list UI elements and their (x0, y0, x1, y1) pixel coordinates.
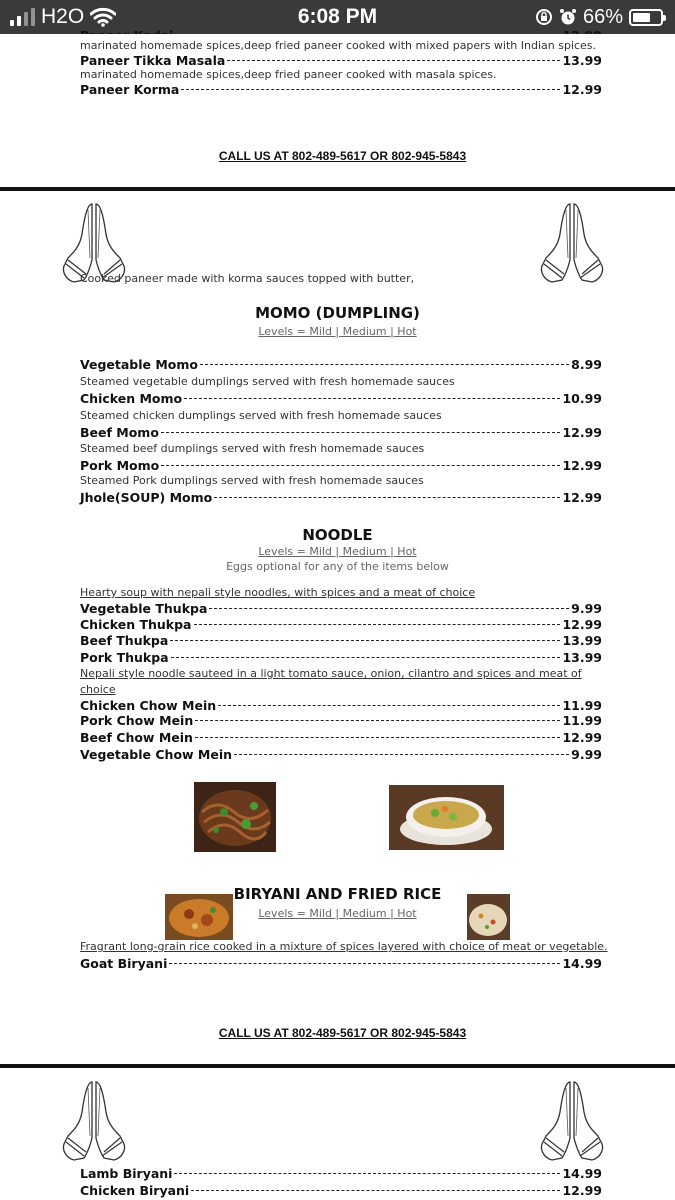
item-price: 13.99 (562, 649, 602, 665)
item-name: Paneer Tikka Masala (80, 52, 226, 68)
namaste-hands-icon (538, 1078, 606, 1168)
item-name: Beef Momo (80, 424, 159, 440)
orientation-lock-icon (535, 8, 553, 26)
menu-item-vegetable-chow-mein (80, 746, 602, 762)
status-time: 6:08 PM (297, 5, 378, 28)
item-name: Pork Momo (80, 457, 160, 473)
item-price: 9.99 (571, 600, 602, 616)
item-price: 13.99 (562, 632, 602, 648)
namaste-hands-icon (538, 200, 606, 290)
item-price: 13.99 (562, 52, 602, 68)
battery-percent: 66% (582, 5, 623, 28)
page-divider (0, 1064, 675, 1068)
item-name: Paneer Korma (80, 81, 180, 97)
item-description: Steamed chicken dumplings served with fresh homemade sauces (80, 409, 442, 422)
chow-mein-description-cont: choice (80, 683, 116, 696)
menu-item-pork-momo (80, 457, 602, 473)
menu-item-chicken-chow-mein (80, 697, 602, 713)
item-price: 9.99 (571, 746, 602, 762)
item-description: Cooked paneer made with korma sauces topped with butter, (80, 272, 415, 285)
menu-item-vegetable-thukpa (80, 600, 602, 616)
item-price: 12.99 (562, 489, 602, 505)
item-description: Steamed beef dumplings served with fresh homemade sauces (80, 442, 425, 455)
eggs-note: Eggs optional for any of the items below (226, 560, 449, 573)
item-name: Chicken Momo (80, 390, 183, 406)
status-right (535, 5, 663, 29)
item-price: 12.99 (562, 424, 602, 440)
spice-levels: Levels = Mild | Medium | Hot (258, 325, 417, 338)
section-title-momo: MOMO (DUMPLING) (255, 304, 420, 322)
thukpa-description: Hearty soup with nepali style noodles, with spices and a meat of choice (80, 586, 476, 599)
item-name: Vegetable Chow Mein (80, 746, 233, 762)
item-name: Chicken Thukpa (80, 616, 192, 632)
biryani-photo (165, 894, 233, 940)
menu-item-goat-biryani (80, 955, 602, 971)
item-name: Lamb Biryani (80, 1165, 173, 1181)
menu-item-chicken-momo (80, 390, 602, 406)
menu-item-beef-chow-mein (80, 729, 602, 745)
item-price: 12.99 (562, 729, 602, 745)
menu-item-vegetable-momo (80, 356, 602, 372)
alarm-icon (559, 8, 577, 26)
menu-item-chicken-thukpa (80, 616, 602, 632)
section-title-biryani: BIRYANI AND FRIED RICE (233, 885, 442, 903)
menu-item-beef-thukpa (80, 632, 602, 648)
item-description: Steamed vegetable dumplings served with fresh homemade sauces (80, 375, 455, 388)
spice-levels: Levels = Mild | Medium | Hot (258, 545, 417, 558)
thukpa-soup-photo (389, 785, 504, 850)
item-description: marinated homemade spices,deep fried paneer cooked with mixed papers with Indian spices. (80, 39, 597, 52)
item-price: 12.99 (562, 616, 602, 632)
item-price: 8.99 (571, 356, 602, 372)
item-price: 11.99 (562, 712, 602, 728)
namaste-hands-icon (60, 1078, 128, 1168)
item-price: 11.99 (562, 697, 602, 713)
spice-levels: Levels = Mild | Medium | Hot (258, 907, 417, 920)
menu-item-jhole-momo (80, 489, 602, 505)
item-price: 12.99 (562, 457, 602, 473)
item-description: marinated homemade spices,deep fried paneer cooked with masala spices. (80, 68, 497, 81)
call-us-line: CALL US AT 802-489-5617 OR 802-945-5843 (218, 149, 467, 163)
menu-item-paneer-tikka-masala (80, 52, 602, 68)
call-us-line: CALL US AT 802-489-5617 OR 802-945-5843 (218, 1026, 467, 1040)
item-description: Steamed Pork dumplings served with fresh homemade sauces (80, 474, 424, 487)
menu-item-beef-momo (80, 424, 602, 440)
chow-mein-photo (194, 782, 276, 852)
chow-mein-description: Nepali style noodle sauteed in a light tomato sauce, onion, cilantro and spices and meat of (80, 667, 582, 680)
item-price: 14.99 (562, 1165, 602, 1181)
item-price: 14.99 (562, 955, 602, 971)
carrier-label: H2O (41, 5, 85, 28)
item-name: Beef Thukpa (80, 632, 169, 648)
item-price: 12.99 (562, 81, 602, 97)
item-name: Pork Thukpa (80, 649, 169, 665)
menu-item-lamb-biryani (80, 1165, 602, 1181)
item-name: Chicken Chow Mein (80, 697, 217, 713)
page-divider (0, 187, 675, 191)
menu-item-chicken-biryani (80, 1182, 602, 1198)
item-price: 12.99 (562, 1182, 602, 1198)
menu-item-paneer-korma (80, 81, 602, 97)
item-name: Jhole(SOUP) Momo (80, 489, 213, 505)
item-price: 10.99 (562, 390, 602, 406)
item-name: Chicken Biryani (80, 1182, 190, 1198)
item-name: Goat Biryani (80, 955, 168, 971)
section-title-noodle: NOODLE (302, 526, 373, 544)
battery-icon (629, 9, 663, 26)
item-name: Vegetable Momo (80, 356, 199, 372)
fried-rice-photo (467, 894, 510, 940)
item-name: Beef Chow Mein (80, 729, 193, 745)
item-name: Pork Chow Mein (80, 712, 194, 728)
biryani-description: Fragrant long-grain rice cooked in a mixture of spices layered with choice of meat or vegetable. (80, 940, 608, 953)
menu-item-pork-chow-mein (80, 712, 602, 728)
item-name: Vegetable Thukpa (80, 600, 208, 616)
menu-item-pork-thukpa (80, 649, 602, 665)
